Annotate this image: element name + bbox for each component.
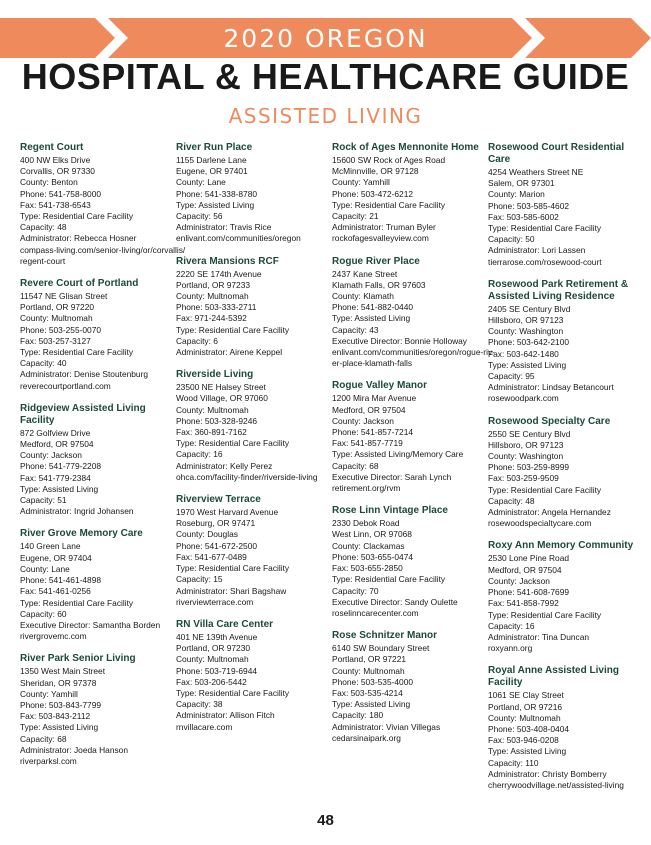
facility-detail: Phone: 541-461-4898 [20,575,102,586]
facility-detail: 11547 NE Glisan Street [20,291,108,302]
facility-detail: Fax: 541-461-0256 [20,586,91,597]
facility-detail: Portland, OR 97221 [332,654,407,665]
facility-detail: 2330 Debok Road [332,518,400,529]
facility-detail: Phone: 503-585-4602 [488,200,570,211]
facility-detail: Type: Residential Care Facility [20,211,134,222]
facility-detail: McMinnville, OR 97128 [332,166,419,177]
facility-name: Rivera Mansions RCF [176,255,279,267]
facility-listing [20,528,172,642]
facility-detail: Administrator: Tina Duncan [488,631,590,642]
facility-detail: Fax: 503-259-9509 [488,473,559,484]
facility-detail: Phone: 503-472-6212 [332,188,414,199]
facility-detail: Phone: 541-608-7699 [488,587,570,598]
facility-detail: Capacity: 38 [176,699,223,710]
facility-listing [20,142,186,267]
facility-detail: er-place-klamath-falls [332,358,413,369]
page-number: 48 [317,812,334,829]
facility-detail: Portland, OR 97233 [176,279,251,290]
facility-listing [332,255,495,370]
facility-detail: Administrator: Allison Fitch [176,710,275,721]
facility-detail: County: Multnomah [20,313,93,324]
facility-detail: Capacity: 60 [20,608,67,619]
section-subtitle: ASSISTED LIVING [228,104,423,128]
facility-detail: Phone: 541-857-7214 [332,427,414,438]
facility-detail: Portland, OR 97216 [488,701,563,712]
facility-detail: Phone: 541-758-8000 [20,188,102,199]
facility-detail: 15600 SW Rock of Ages Road [332,155,446,165]
facility-detail: Portland, OR 97230 [176,643,251,654]
facility-detail: Roseburg, OR 97471 [176,518,256,529]
facility-detail: Administrator: Christy Bomberry [488,768,607,779]
facility-name: Regent Court [20,142,84,153]
facility-detail: roselinncarecenter.com [332,607,419,618]
facility-detail: Medford, OR 97504 [488,564,562,575]
page-title: HOSPITAL & HEALTHCARE GUIDE [21,56,630,97]
facility-detail: Phone: 503-333-2711 [176,302,257,313]
facility-listing [20,278,172,392]
facility-detail: rockofagesvalleyview.com [332,233,429,244]
facility-detail: County: Jackson [20,450,82,461]
facility-detail: Administrator: Lori Lassen [488,245,586,256]
facility-detail: Administrator: Kelly Perez [176,460,273,471]
facility-detail: Type: Residential Care Facility [176,438,290,449]
facility-detail: Administrator: Vivian Villegas [332,721,441,732]
facility-detail: tierrarose.com/rosewood-court [488,256,602,267]
facility-detail: Phone: 503-259-8999 [488,462,570,473]
facility-listing [176,619,328,733]
facility-detail: Hillsboro, OR 97123 [488,315,564,326]
listing-column-2 [176,142,328,744]
facility-detail: Administrator: Lindsay Betancourt [488,382,614,393]
facility-name: Rosewood Specialty Care [488,415,611,427]
facility-detail: County: Multnomah [488,712,561,723]
facility-detail: Administrator: Airene Keppel [176,347,283,358]
facility-detail: Fax: 503-257-3127 [20,335,91,346]
facility-detail: regent-court [20,255,66,266]
facility-detail: Fax: 360-891-7162 [176,427,247,438]
facility-detail: Phone: 541-672-2500 [176,540,258,551]
facility-detail: Administrator: Ingrid Johansen [20,506,134,517]
listing-column-4 [488,142,640,802]
facility-detail: Fax: 541-858-7992 [488,598,559,609]
facility-detail: County: Yamhill [332,177,390,188]
facility-detail: 1155 Darlene Lane [176,155,247,165]
facility-detail: compass-living.com/senior-living/or/corvallis/ [20,244,186,255]
facility-detail: Fax: 541-738-6543 [20,199,91,210]
facility-detail: Phone: 503-655-0474 [332,551,414,562]
facility-detail: Portland, OR 97220 [20,302,95,313]
facility-detail: retirement.org/rvm [332,483,401,494]
facility-detail: Administrator: Joeda Hanson [20,744,128,755]
facility-detail: Fax: 541-779-2384 [20,472,91,483]
facility-detail: Capacity: 6 [176,335,218,346]
facility-detail: Phone: 503-719-6944 [176,665,258,676]
facility-detail: Phone: 503-843-7799 [20,699,102,710]
facility-listing [176,142,328,245]
facility-detail: Capacity: 15 [176,574,223,585]
facility-name: Rogue River Place [332,255,420,267]
facility-detail: rosewoodspecialtycare.com [488,518,592,529]
facility-name: River Run Place [176,142,253,153]
facility-detail: Fax: 503-642-1480 [488,348,559,359]
facility-listing [176,494,328,608]
facility-detail: Sheridan, OR 97378 [20,677,97,688]
facility-detail: Type: Residential Care Facility [332,199,446,210]
facility-detail: rnvillacare.com [176,721,233,732]
facility-detail: 872 Golfview Drive [20,427,91,438]
facility-detail: Type: Residential Care Facility [176,324,290,335]
facility-listing [488,416,640,530]
facility-detail: Executive Director: Samantha Borden [20,619,161,630]
facility-detail: roxyann.org [488,643,533,654]
facility-detail: rivergrovemc.com [20,631,87,642]
facility-listing [332,505,484,619]
facility-detail: Klamath Falls, OR 97603 [332,279,426,290]
facility-detail: County: Yamhill [20,688,78,699]
facility-detail: Capacity: 68 [332,460,379,471]
facility-detail: Capacity: 16 [488,620,535,631]
facility-name: Rosewood Court Residential Care [488,142,625,165]
facility-name: Royal Anne Assisted Living Facility [488,665,619,689]
facility-detail: County: Clackamas [332,540,405,551]
header-banner [0,18,651,58]
facility-detail: Type: Residential Care Facility [20,347,134,358]
facility-name: Roxy Ann Memory Community [488,540,634,552]
facility-detail: Capacity: 43 [332,324,379,335]
facility-detail: Type: Residential Care Facility [176,687,290,698]
facility-detail: Type: Residential Care Facility [488,223,602,234]
facility-detail: Type: Residential Care Facility [488,609,602,620]
facility-detail: County: Multnomah [176,654,249,665]
facility-listing [488,540,640,654]
facility-detail: 401 NE 139th Avenue [176,631,258,642]
facility-detail: County: Lane [20,563,70,574]
facility-detail: County: Lane [176,177,226,188]
facility-detail: cherrywoodvillage.net/assisted-living [488,779,624,790]
facility-detail: Capacity: 180 [332,710,384,721]
facility-detail: 140 Green Lane [20,541,81,552]
facility-listing [20,403,172,518]
facility-detail: Capacity: 48 [20,222,67,233]
facility-detail: enlivant.com/communities/oregon [176,233,301,244]
facility-detail: 1970 West Harvard Avenue [176,507,279,518]
facility-name: Revere Court of Portland [20,278,139,290]
facility-detail: 4254 Weathers Street NE [488,167,584,177]
facility-detail: Fax: 503-843-2112 [20,711,91,722]
facility-name: River Park Senior Living [20,653,136,665]
facility-detail: County: Washington [488,326,564,337]
facility-listing [332,630,484,744]
facility-detail: enlivant.com/communities/oregon/rogue-riv- [332,347,495,358]
facility-detail: County: Multnomah [332,665,405,676]
banner-title: 2020 OREGON [223,24,428,53]
facility-detail: Type: Assisted Living [176,199,255,210]
facility-detail: Hillsboro, OR 97123 [488,439,564,450]
facility-detail: 1350 West Main Street [20,666,106,677]
facility-detail: Capacity: 16 [176,449,223,460]
facility-detail: riverparksl.com [20,755,77,766]
facility-detail: riverviewterrace.com [176,596,254,607]
facility-detail: Executive Director: Sarah Lynch [332,471,452,482]
facility-name: Ridgeview Assisted Living Facility [20,402,146,426]
facility-detail: Type: Assisted Living [488,746,567,757]
facility-detail: County: Marion [488,189,545,200]
facility-detail: cedarsinaipark.org [332,732,401,743]
facility-detail: Type: Assisted Living [20,483,99,494]
facility-detail: Phone: 503-535-4000 [332,676,414,687]
facility-detail: Salem, OR 97301 [488,178,555,189]
facility-listing [332,142,484,245]
facility-detail: Medford, OR 97504 [332,404,406,415]
facility-detail: Medford, OR 97504 [20,439,94,450]
facility-detail: Capacity: 95 [488,371,535,382]
facility-detail: ohca.com/facility-finder/riverside-living [176,471,318,482]
facility-detail: Capacity: 21 [332,211,379,222]
facility-listing [332,380,484,494]
facility-detail: Capacity: 68 [20,733,67,744]
facility-detail: Phone: 503-642-2100 [488,337,570,348]
facility-detail: Fax: 971-244-5392 [176,313,247,324]
listing-column-1 [20,142,186,778]
facility-detail: Capacity: 50 [488,234,535,245]
facility-detail: Phone: 503-255-0070 [20,324,102,335]
facility-detail: County: Jackson [488,575,550,586]
facility-detail: Fax: 503-585-6002 [488,211,559,222]
facility-detail: County: Klamath [332,291,394,302]
facility-detail: 2437 Kane Street [332,268,398,279]
facility-detail: Administrator: Denise Stoutenburg [20,369,149,380]
facility-detail: Type: Assisted Living/Memory Care [332,449,464,460]
facility-detail: 1200 Mira Mar Avenue [332,393,417,404]
facility-detail: Phone: 503-408-0404 [488,723,570,734]
facility-detail: County: Douglas [176,529,238,540]
facility-detail: Fax: 541-677-0489 [176,551,247,562]
facility-detail: rosewoodpark.com [488,393,559,404]
facility-listing [488,142,640,268]
facility-detail: County: Washington [488,451,564,462]
facility-name: Riverside Living [176,369,254,381]
facility-detail: Capacity: 48 [488,495,535,506]
facility-name: Rogue Valley Manor [332,380,428,392]
facility-name: Rosewood Park Retirement & Assisted Living Residence [488,278,629,302]
facility-detail: Type: Assisted Living [488,359,567,370]
facility-detail: 2405 SE Century Blvd [488,303,571,314]
facility-detail: Administrator: Truman Byler [332,222,436,233]
facility-detail: reverecourtportland.com [20,380,111,391]
facility-listing [488,279,640,405]
facility-detail: 2220 SE 174th Avenue [176,268,262,279]
facility-detail: 1061 SE Clay Street [488,690,564,701]
facility-detail: Capacity: 51 [20,495,67,506]
facility-name: Rock of Ages Mennonite Home [332,142,479,153]
facility-detail: Type: Residential Care Facility [176,563,290,574]
facility-detail: County: Multnomah [176,291,249,302]
facility-detail: Eugene, OR 97404 [20,552,92,563]
facility-detail: Capacity: 40 [20,358,67,369]
facility-detail: Phone: 503-328-9246 [176,415,258,426]
facility-detail: County: Benton [20,177,78,188]
facility-detail: Administrator: Angela Hernandez [488,507,611,518]
facility-detail: Type: Residential Care Facility [20,597,134,608]
facility-detail: Capacity: 110 [488,757,539,768]
facility-detail: Phone: 541-338-8780 [176,188,258,199]
facility-detail: Type: Assisted Living [332,313,411,324]
facility-detail: Type: Residential Care Facility [488,484,602,495]
facility-detail: Wood Village, OR 97060 [176,393,268,404]
facility-detail: Fax: 503-535-4214 [332,687,403,698]
facility-detail: West Linn, OR 97068 [332,529,412,540]
facility-listing [488,665,640,791]
facility-detail: Executive Director: Bonnie Holloway [332,335,467,346]
facility-detail: 23500 NE Halsey Street [176,382,266,393]
facility-detail: 400 NW Elks Drive [20,155,91,165]
facility-detail: 2550 SE Century Blvd [488,428,571,439]
facility-detail: Type: Residential Care Facility [332,574,446,585]
facility-detail: Phone: 541-779-2208 [20,461,102,472]
facility-listing [176,256,328,359]
facility-detail: 6140 SW Boundary Street [332,643,430,654]
facility-name: Rose Schnitzer Manor [332,630,438,642]
facility-name: RN Villa Care Center [176,618,274,630]
facility-detail: Phone: 541-882-0440 [332,302,414,313]
facility-detail: Fax: 503-655-2850 [332,563,403,574]
facility-detail: County: Multnomah [176,404,249,415]
facility-detail: Fax: 503-206-5442 [176,676,247,687]
facility-detail: Executive Director: Sandy Oulette [332,596,458,607]
facility-name: Rose Linn Vintage Place [332,505,448,517]
facility-listing [20,653,172,767]
facility-detail: Type: Assisted Living [20,722,99,733]
facility-detail: Fax: 503-946-0208 [488,735,559,746]
listing-column-3 [332,142,495,755]
facility-detail: Capacity: 56 [176,211,223,222]
facility-detail: County: Jackson [332,415,394,426]
facility-detail: Administrator: Travis Rice [176,222,272,233]
facility-detail: Eugene, OR 97401 [176,166,248,177]
facility-detail: 2530 Lone Pine Road [488,553,570,564]
facility-detail: Administrator: Shari Bagshaw [176,585,287,596]
facility-name: River Grove Memory Care [20,528,143,540]
facility-detail: Administrator: Rebecca Hosner [20,233,137,244]
facility-name: Riverview Terrace [176,494,261,506]
facility-listing [176,369,328,483]
facility-detail: Capacity: 70 [332,585,379,596]
facility-detail: Fax: 541-857-7719 [332,438,403,449]
facility-detail: Corvallis, OR 97330 [20,166,95,177]
facility-detail: Type: Assisted Living [332,699,411,710]
